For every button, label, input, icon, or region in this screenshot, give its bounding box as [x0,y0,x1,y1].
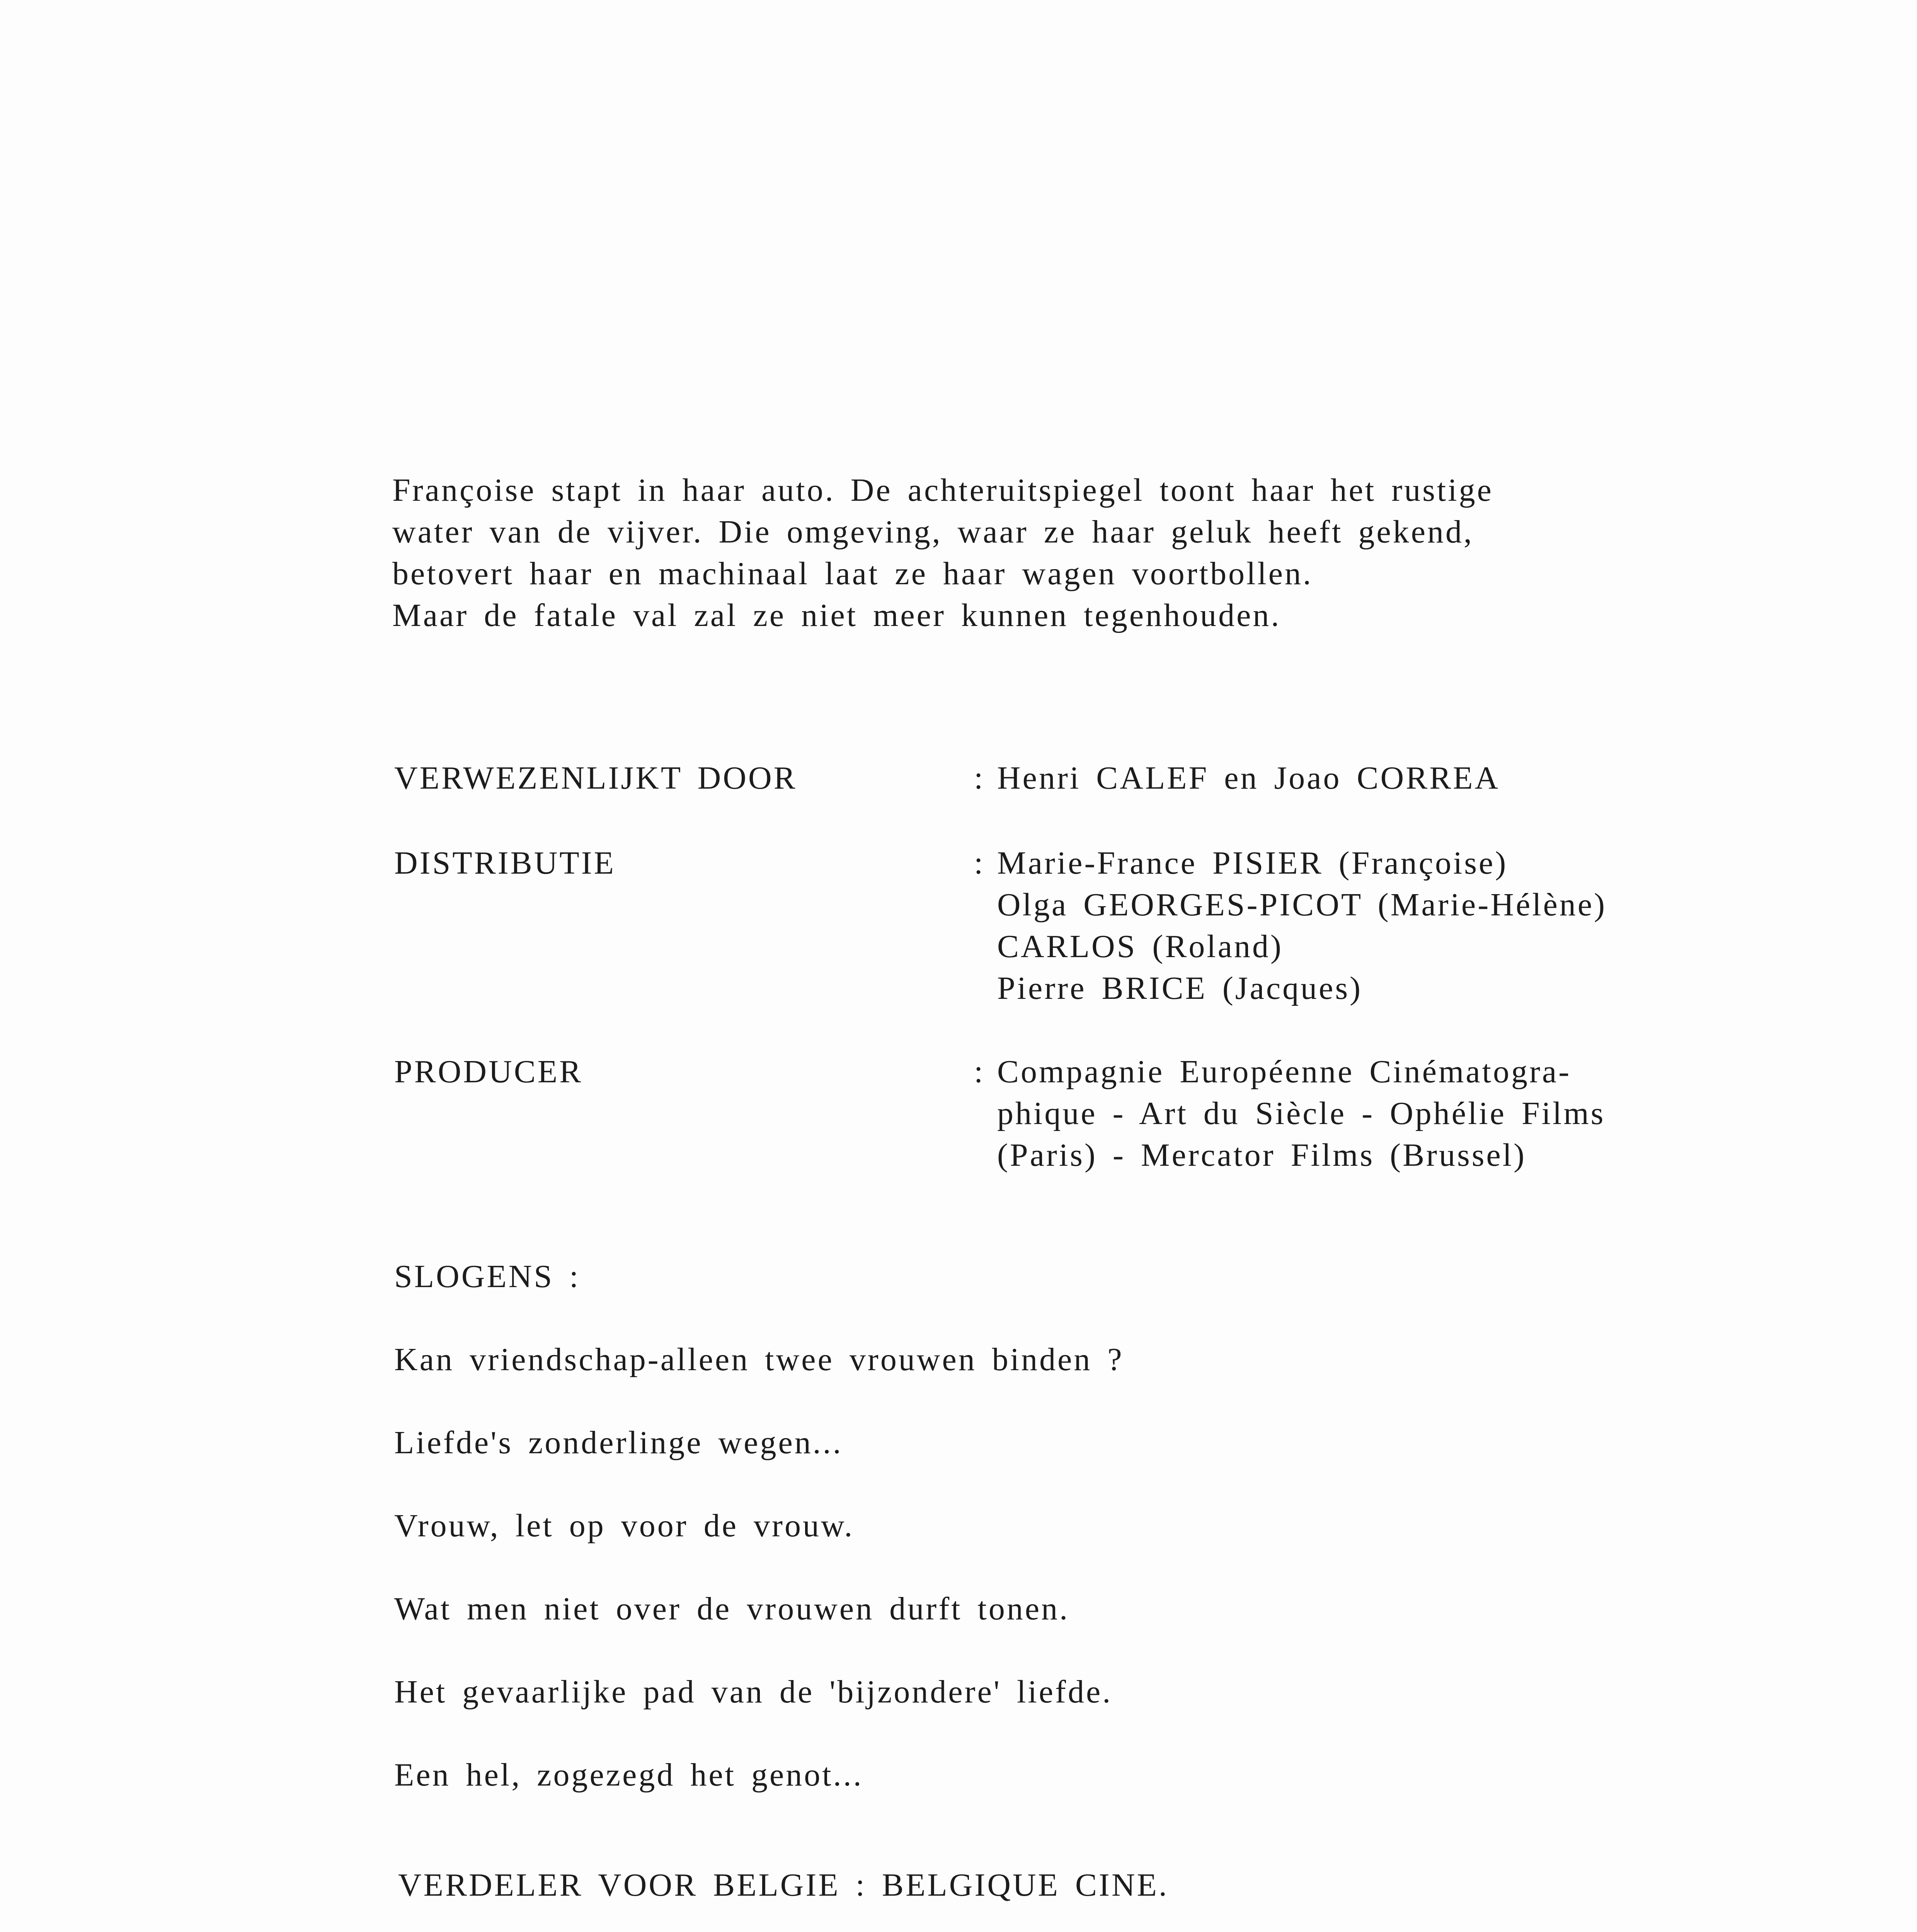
slogans-heading: SLOGENS : [394,1259,581,1294]
credit-label-cast: DISTRIBUTIE [394,845,616,881]
slogan-item: Een hel, zogezegd het genot... [394,1757,863,1793]
credit-label-producer: PRODUCER [394,1054,583,1090]
synopsis-line: water van de vijver. Die omgeving, waar ze haar geluk heeft gekend, [392,514,1474,550]
cast-member: Olga GEORGES-PICOT (Marie-Hélène) [997,887,1607,923]
synopsis-paragraph [392,469,1493,636]
credit-colon: : [974,1054,985,1090]
credit-values-cast [997,842,1607,1009]
credit-label-director: VERWEZENLIJKT DOOR [394,760,797,796]
credit-colon: : [974,845,985,881]
producer-line: (Paris) - Mercator Films (Brussel) [997,1137,1527,1173]
cast-member: Pierre BRICE (Jacques) [997,970,1363,1006]
cast-member: Marie-France PISIER (Françoise) [997,845,1508,881]
slogan-item: Het gevaarlijke pad van de 'bijzondere' liefde. [394,1674,1113,1710]
slogan-item: Liefde's zonderlinge wegen... [394,1425,843,1461]
credit-colon: : [974,760,985,796]
credit-value-director: Henri CALEF en Joao CORREA [997,760,1500,796]
synopsis-line: betovert haar en machinaal laat ze haar wagen voortbollen. [392,556,1313,592]
cast-member: CARLOS (Roland) [997,929,1283,964]
producer-line: Compagnie Européenne Cinématogra- [997,1054,1571,1090]
distributor-line: VERDELER VOOR BELGIE : BELGIQUE CINE. [398,1867,1169,1903]
slogan-item: Vrouw, let op voor de vrouw. [394,1508,855,1544]
slogans-list [394,1339,1124,1837]
slogan-item: Wat men niet over de vrouwen durft tonen. [394,1591,1070,1627]
producer-line: phique - Art du Siècle - Ophélie Films [997,1095,1605,1131]
slogan-item: Kan vriendschap-alleen twee vrouwen binden ? [394,1342,1124,1378]
synopsis-line: Françoise stapt in haar auto. De achteruitspiegel toont haar het rustige [392,472,1493,508]
credit-values-producer [997,1051,1605,1176]
synopsis-line: Maar de fatale val zal ze niet meer kunnen tegenhouden. [392,597,1281,633]
